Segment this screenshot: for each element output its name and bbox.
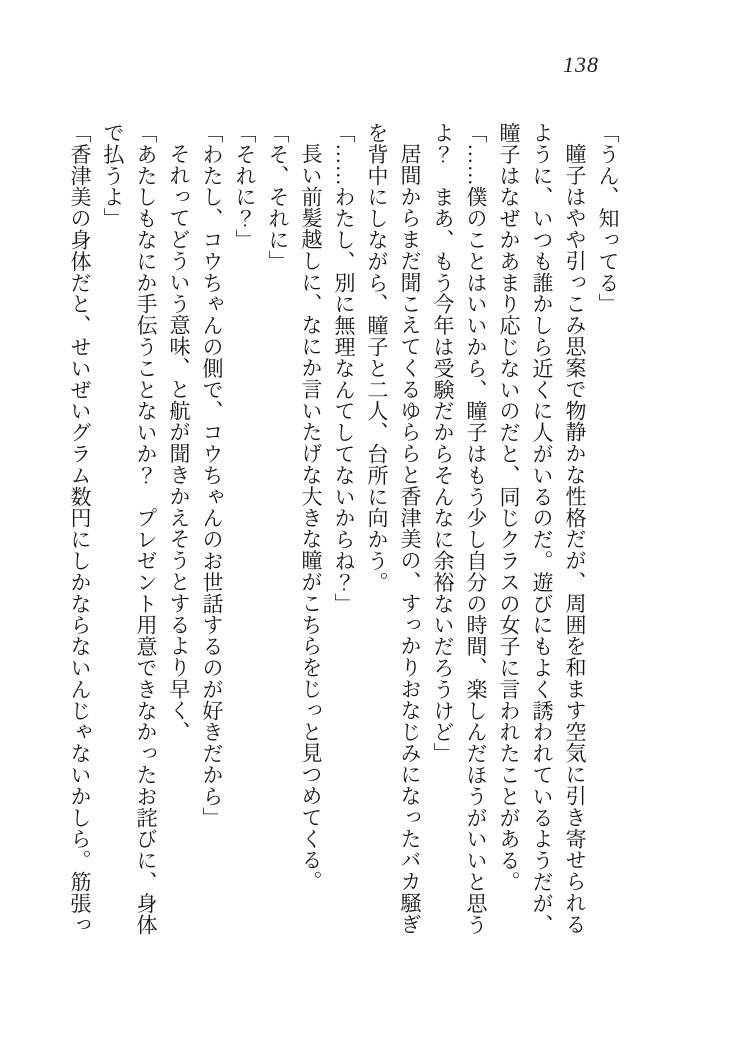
text-line: よ？ まあ、もう今年は受験だからそんなに余裕ないだろうけど」 <box>431 122 455 764</box>
text-line: 「うん、知ってる」 <box>596 122 620 315</box>
text-block <box>63 122 624 940</box>
text-line: 「そ、それに」 <box>266 122 290 272</box>
text-line: 「あたしもなにか手伝うことないか？ プレゼント用意できなかったお詫びに、身体 <box>134 122 158 936</box>
text-line: で払うよ」 <box>101 122 125 229</box>
page-number: 138 <box>563 52 599 77</box>
text-line: 瞳子はなぜかあまり応じないのだと、同じクラスの女子に言われたことがある。 <box>497 122 521 893</box>
text-line: 「……わたし、別に無理なんてしてないからね？」 <box>332 122 356 615</box>
text-line: それってどういう意味、と航が聞きかえそうとするより早く、 <box>167 143 191 743</box>
text-line: 「わたし、コウちゃんの側で、コウちゃんのお世話するのが好きだから」 <box>200 122 224 829</box>
text-line: 「それに？」 <box>233 122 257 251</box>
text-line: 瞳子はやや引っこみ思案で物静かな性格だが、周囲を和ます空気に引き寄せられる <box>563 143 587 935</box>
text-line: 「香津美の身体だと、せいぜいグラム数円にしかならないんじゃないかしら。筋張っ <box>68 122 92 936</box>
text-line: 長い前髪越しに、なにか言いたげな大きな瞳がこちらをじっと見つめてくる。 <box>299 143 323 892</box>
text-line: 居間からまだ聞こえてくるゆららと香津美の、すっかりおなじみになったバカ騒ぎ <box>398 143 422 935</box>
text-line: を背中にしながら、瞳子と二人、台所に向かう。 <box>365 122 389 593</box>
text-line: 「……僕のことはいいから、瞳子はもう少し自分の時間、楽しんだほうがいいと思う <box>464 122 488 936</box>
text-line: ように、いつも誰かしら近くに人がいるのだ。遊びにもよく誘われているようだが、 <box>530 122 554 936</box>
